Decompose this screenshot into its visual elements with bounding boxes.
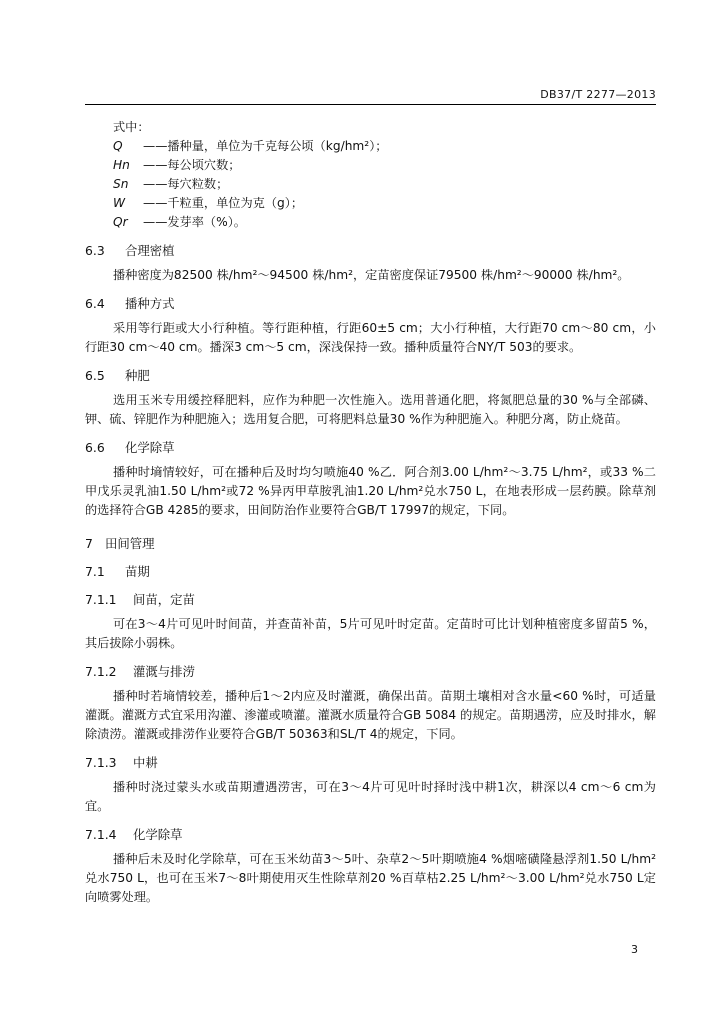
section-title: 田间管理 <box>105 536 155 551</box>
paragraph: 播种后未及时化学除草，可在玉米幼苗3～5叶、杂草2～5叶期喷施4 %烟嘧磺隆悬浮剂1.50 L/hm²兑水750 L，也可在玉米7～8叶期使用灭生性除草剂20 %百草枯2.25 L/hm²～3.00 L/hm²兑水750 L定向喷雾处理。 <box>85 852 656 904</box>
definition-symbol: Q <box>113 139 123 153</box>
paragraph: 播种时浇过蒙头水或苗期遭遇涝害，可在3～4片可见叶时择时浅中耕1次，耕深以4 cm～6 cm为宜。 <box>85 780 656 813</box>
document-header: DB37/T 2277—2013 <box>540 88 656 101</box>
definition-symbol: Hn <box>113 158 130 172</box>
paragraph: 选用玉米专用缓控释肥料，应作为种肥一次性施入。选用普通化肥，将氮肥总量的30 %与全部磷、钾、硫、锌肥作为种肥施入；选用复合肥，可将肥料总量30 %作为种肥施入。种肥分离，防止烧苗。 <box>85 393 656 426</box>
document-body <box>85 118 656 909</box>
section-title: 间苗，定苗 <box>133 592 195 607</box>
section-title: 苗期 <box>125 564 150 579</box>
paragraph: 播种时若墒情较差，播种后1～2内应及时灌溉，确保出苗。苗期土壤相对含水量<60 %时，可适量灌溉。灌溉方式宜采用沟灌、渗灌或喷灌。灌溉水质量符合GB 5084 的规定。苗期遇涝，应及时排水，解除渍涝。灌溉或排涝作业要符合GB/T 50363和SL/T 4的规定，下同。 <box>85 689 656 741</box>
section-title: 化学除草 <box>133 827 183 842</box>
definition-text: ——每穴粒数； <box>143 177 229 191</box>
definition-item <box>85 194 656 213</box>
paragraph: 可在3～4片可见叶时间苗，并查苗补苗，5片可见叶时定苗。定苗时可比计划种植密度多留苗5 %，其后拔除小弱株。 <box>85 617 656 650</box>
section-heading <box>85 366 656 385</box>
definition-text: ——发芽率（%）。 <box>143 215 246 229</box>
subsection-heading <box>85 825 656 844</box>
section-number: 7.1.4 <box>85 827 117 842</box>
section-heading <box>85 241 656 260</box>
subsection-heading <box>85 590 656 609</box>
section-number: 6.4 <box>85 296 105 311</box>
section-title: 种肥 <box>125 368 150 383</box>
definition-text: ——每公顷穴数； <box>143 158 241 172</box>
section-number: 6.3 <box>85 243 105 258</box>
definition-symbol: W <box>113 196 126 210</box>
definition-text: ——播种量，单位为千克每公顷（kg/hm²）； <box>143 139 388 153</box>
definition-item <box>85 137 656 156</box>
section-heading <box>85 438 656 457</box>
definition-item <box>85 156 656 175</box>
definition-symbol: Sn <box>113 177 129 191</box>
paragraph: 播种密度为82500 株/hm²～94500 株/hm²，定苗密度保证79500 株/hm²～90000 株/hm²。 <box>113 268 630 282</box>
section-number: 7.1 <box>85 564 105 579</box>
section-number: 6.6 <box>85 440 105 455</box>
section-title: 中耕 <box>133 755 158 770</box>
subsection-heading <box>85 753 656 772</box>
section-title: 合理密植 <box>125 243 175 258</box>
page-number: 3 <box>631 943 638 956</box>
paragraph: 播种时墒情较好，可在播种后及时均匀喷施40 %乙．阿合剂3.00 L/hm²～3.75 L/hm²，或33 %二甲戊乐灵乳油1.50 L/hm²或72 %异丙甲草胺乳油1.20 L/hm²兑水750 L，在地表形成一层药膜。除草剂的选择符合GB 4285的要求，田间防治作业要符合GB/T 17997的规定，下同。 <box>85 465 656 517</box>
section-number: 6.5 <box>85 368 105 383</box>
section-heading <box>85 562 656 581</box>
chapter-heading <box>85 534 656 553</box>
definition-item <box>85 213 656 232</box>
section-title: 播种方式 <box>125 296 175 311</box>
section-number: 7.1.1 <box>85 592 117 607</box>
section-number: 7 <box>85 536 93 551</box>
section-title: 灌溉与排涝 <box>133 664 195 679</box>
paragraph: 采用等行距或大小行种植。等行距种植，行距60±5 cm；大小行种植，大行距70 cm～80 cm，小行距30 cm～40 cm。播深3 cm～5 cm，深浅保持一致。播种质量符合NY/T 503的要求。 <box>85 321 656 354</box>
header-rule <box>85 104 656 105</box>
definition-item <box>85 175 656 194</box>
definition-symbol: Qr <box>113 215 128 229</box>
section-heading <box>85 294 656 313</box>
formula-intro: 式中： <box>113 120 150 134</box>
section-title: 化学除草 <box>125 440 175 455</box>
formula-definitions <box>85 118 656 232</box>
section-number: 7.1.2 <box>85 664 117 679</box>
section-number: 7.1.3 <box>85 755 117 770</box>
definition-text: ——千粒重，单位为克（g）； <box>143 196 304 210</box>
subsection-heading <box>85 662 656 681</box>
